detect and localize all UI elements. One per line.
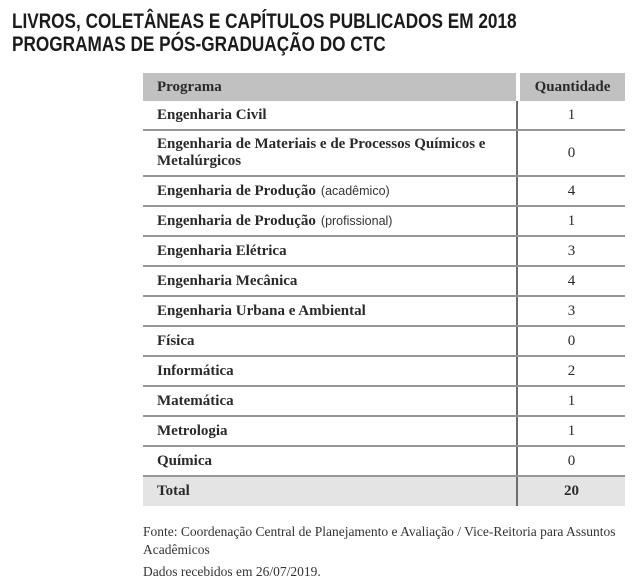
table-row [143,177,625,207]
program-cell [143,357,516,385]
page-title-line2: PROGRAMAS DE PÓS-GRADUAÇÃO DO CTC [12,32,386,56]
table-total-row [143,477,625,506]
program-name: Engenharia Civil [157,106,267,123]
program-suffix: (acadêmico) [320,183,390,198]
quantity-cell: 0 [516,327,625,355]
total-label-cell [143,477,516,506]
column-header-quantity: Quantidade [520,73,625,101]
quantity-cell: 4 [516,267,625,295]
program-name: Metrologia [157,422,228,439]
quantity-cell: 1 [516,101,625,129]
program-cell [143,207,516,235]
table-row [143,237,625,267]
column-header-program: Programa [143,73,516,101]
table-row [143,357,625,387]
page-title-line1: LIVROS, COLETÂNEAS E CAPÍTULOS PUBLICADOS EM 2018 [12,9,517,33]
source-note: Fonte: Coordenação Central de Planejamento e Avaliação / Vice-Reitoria para Assuntos Acadêmicos [143,524,616,557]
program-name: Engenharia de Materiais e de Processos Químicos e Metalúrgicos [157,136,486,169]
program-suffix: (profissional) [320,213,393,228]
total-quantity-cell: 20 [516,477,625,506]
program-cell [143,447,516,475]
table-row [143,101,625,131]
table-row [143,131,625,177]
table-row [143,387,625,417]
quantity-cell: 1 [516,417,625,445]
quantity-cell: 2 [516,357,625,385]
table-row [143,447,625,477]
table-footnote [143,523,627,581]
program-name: Engenharia de Produção [157,182,316,199]
program-cell [143,267,516,295]
program-cell [143,101,516,129]
program-name: Química [157,452,212,469]
program-cell [143,327,516,355]
table-row [143,297,625,327]
quantity-cell: 0 [516,447,625,475]
program-cell [143,177,516,205]
quantity-cell: 0 [516,131,625,175]
program-name: Engenharia Elétrica [157,242,287,259]
table-row [143,417,625,447]
program-cell [143,237,516,265]
total-label: Total [157,483,190,499]
program-name: Física [157,332,195,349]
quantity-cell: 3 [516,297,625,325]
table-row [143,327,625,357]
program-name: Engenharia Mecânica [157,272,298,289]
program-cell [143,297,516,325]
quantity-cell: 1 [516,207,625,235]
program-cell [143,387,516,415]
program-name: Matemática [157,392,234,409]
program-name: Engenharia Urbana e Ambiental [157,302,366,319]
quantity-cell: 3 [516,237,625,265]
program-cell [143,131,516,175]
program-name: Engenharia de Produção [157,212,316,229]
program-name: Informática [157,362,234,379]
publications-table [143,73,625,506]
program-cell [143,417,516,445]
quantity-cell: 1 [516,387,625,415]
data-received-note: Dados recebidos em 26/07/2019. [143,564,321,579]
quantity-cell: 4 [516,177,625,205]
table-row [143,267,625,297]
page-title [12,10,517,56]
table-row [143,207,625,237]
table-header-row [143,73,625,101]
